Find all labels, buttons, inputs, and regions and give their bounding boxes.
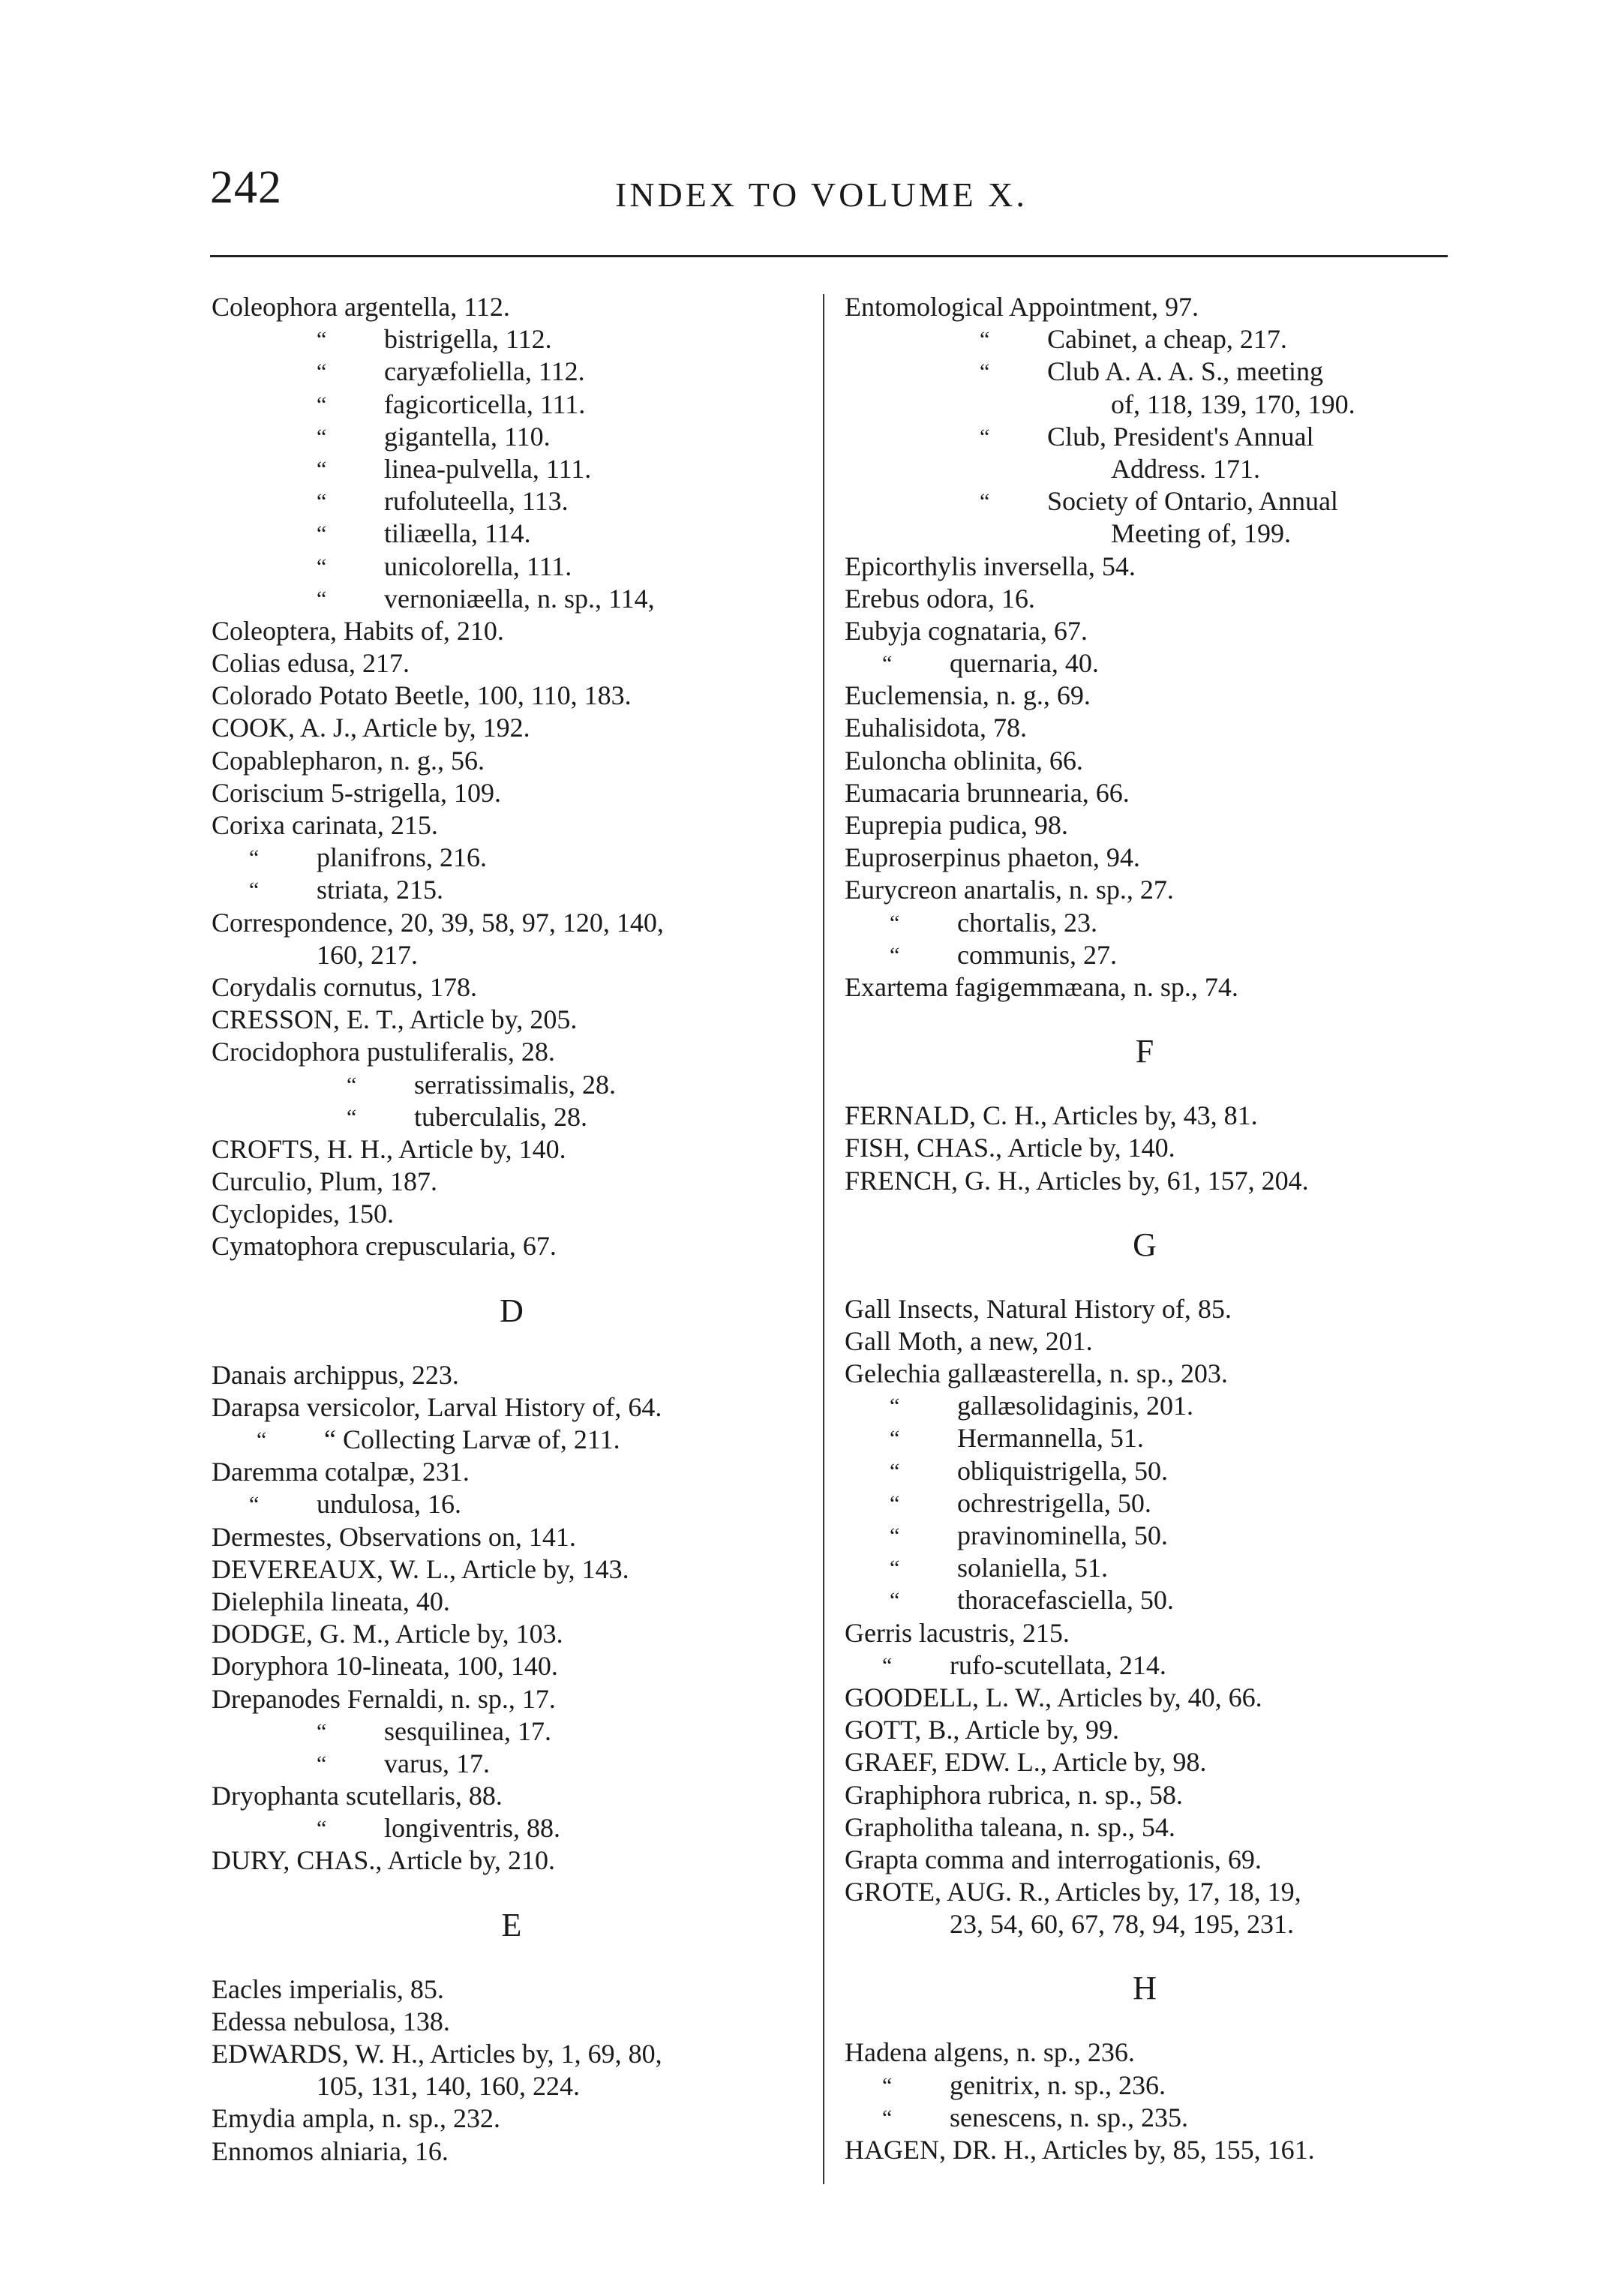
- entry-text: Hermannella, 51.: [957, 1423, 1144, 1454]
- entry-text: planifrons, 216.: [317, 842, 487, 873]
- entry-text: FERNALD, C. H., Articles by, 43, 81.: [845, 1100, 1258, 1131]
- index-entry: [212, 1780, 812, 1812]
- entry-text: Euclemensia, n. g., 69.: [845, 680, 1091, 711]
- index-entry: [212, 907, 812, 939]
- ditto-mark: “: [890, 1556, 900, 1581]
- ditto-mark: “: [317, 1718, 327, 1744]
- index-entry: [845, 1455, 1445, 1487]
- entry-text: GROTE, AUG. R., Articles by, 17, 18, 19,: [845, 1877, 1301, 1907]
- entry-text: Hadena algens, n. sp., 236.: [845, 2037, 1135, 2068]
- entry-text: linea-pulvella, 111.: [384, 453, 592, 484]
- ditto-mark: “: [317, 392, 327, 417]
- entry-text: CRESSON, E. T., Article by, 205.: [212, 1004, 578, 1035]
- index-entry: [212, 1198, 812, 1230]
- index-entry: [212, 1424, 812, 1456]
- index-entry: [845, 712, 1445, 744]
- index-entry: [212, 583, 812, 615]
- index-entry: [212, 1488, 812, 1520]
- index-entry: [845, 1165, 1445, 1197]
- index-entry: [845, 1584, 1445, 1616]
- entry-text: sesquilinea, 17.: [384, 1715, 551, 1746]
- ditto-mark: “: [249, 878, 260, 903]
- entry-text: Society of Ontario, Annual: [1047, 486, 1338, 517]
- index-entry: [212, 1004, 812, 1036]
- entry-text: DODGE, G. M., Article by, 103.: [212, 1619, 563, 1649]
- index-entry: [845, 907, 1445, 939]
- index-entry: [845, 1487, 1445, 1520]
- index-entry: [212, 1553, 812, 1586]
- running-title: INDEX TO VOLUME X.: [615, 176, 1028, 214]
- entry-text: Grapholitha taleana, n. sp., 54.: [845, 1811, 1175, 1842]
- entry-text: COOK, A. J., Article by, 192.: [212, 713, 530, 743]
- index-entry: [845, 453, 1445, 485]
- index-entry: [845, 777, 1445, 809]
- section-heading-f: F: [1135, 1033, 1154, 1070]
- entry-text: FISH, CHAS., Article by, 140.: [845, 1133, 1175, 1163]
- entry-text: Meeting of, 199.: [1111, 518, 1291, 549]
- entry-text: Erebus odora, 16.: [845, 583, 1035, 614]
- ditto-mark: “: [317, 1816, 327, 1841]
- index-entry: [212, 421, 812, 453]
- index-entry: [212, 1166, 812, 1198]
- ditto-mark: “: [890, 1426, 900, 1451]
- entry-text: Coleoptera, Habits of, 210.: [212, 615, 504, 646]
- entry-text: Eumacaria brunnearia, 66.: [845, 777, 1130, 808]
- index-entry: [212, 1973, 812, 2006]
- index-entry: [212, 1812, 812, 1844]
- entry-text: 105, 131, 140, 160, 224.: [317, 2071, 580, 2102]
- section-heading-d: D: [500, 1292, 524, 1329]
- index-entry: [845, 1520, 1445, 1552]
- entry-text: Address. 171.: [1111, 453, 1260, 484]
- index-entry: [845, 647, 1445, 680]
- index-entry: [212, 615, 812, 647]
- ditto-mark: “: [882, 2105, 893, 2130]
- entry-text: Cyclopides, 150.: [212, 1199, 394, 1229]
- index-entry: [212, 1683, 812, 1715]
- index-entry: [212, 1618, 812, 1650]
- ditto-mark: “: [980, 489, 990, 515]
- index-entry: [212, 453, 812, 485]
- index-entry: [845, 1293, 1445, 1325]
- index-entry: [212, 2102, 812, 2135]
- index-entry: [212, 2006, 812, 2038]
- index-entry: [212, 1715, 812, 1748]
- header-rule: [210, 255, 1448, 257]
- entry-text: Corydalis cornutus, 178.: [212, 971, 477, 1002]
- index-entry: [212, 1521, 812, 1553]
- entry-text: Colias edusa, 217.: [212, 648, 410, 679]
- entry-text: longiventris, 88.: [384, 1813, 560, 1844]
- entry-text: Euproserpinus phaeton, 94.: [845, 842, 1140, 873]
- entry-text: Graphiphora rubrica, n. sp., 58.: [845, 1779, 1183, 1810]
- index-entry: [845, 2102, 1445, 2134]
- index-entry: [212, 842, 812, 874]
- entry-text: quernaria, 40.: [950, 648, 1099, 679]
- entry-text: Daremma cotalpæ, 231.: [212, 1457, 470, 1487]
- index-entry: [212, 1359, 812, 1391]
- ditto-mark: “: [980, 424, 990, 449]
- section-heading-e: E: [501, 1906, 522, 1943]
- entry-text: serratissimalis, 28.: [414, 1069, 616, 1100]
- index-entry: [845, 1714, 1445, 1746]
- ditto-mark: “: [882, 2072, 893, 2098]
- ditto-mark: “: [317, 456, 327, 482]
- entry-text: rufoluteella, 113.: [384, 486, 569, 517]
- index-entry: [212, 712, 812, 744]
- index-entry: [845, 1617, 1445, 1649]
- index-entry: [845, 1779, 1445, 1811]
- ditto-mark: “: [317, 489, 327, 515]
- index-entry: [845, 680, 1445, 712]
- ditto-mark: “: [317, 554, 327, 579]
- entry-text: Cabinet, a cheap, 217.: [1047, 324, 1287, 355]
- entry-text: Eacles imperialis, 85.: [212, 1973, 444, 2004]
- ditto-mark: “: [890, 942, 900, 968]
- index-entry: [845, 421, 1445, 453]
- index-entry: [212, 389, 812, 421]
- index-entry: [845, 583, 1445, 615]
- index-entry: [845, 518, 1445, 550]
- ditto-mark: “: [347, 1104, 357, 1130]
- entry-text: Gerris lacustris, 215.: [845, 1617, 1070, 1648]
- entry-text: of, 118, 139, 170, 190.: [1111, 389, 1355, 419]
- entry-text: senescens, n. sp., 235.: [950, 2102, 1188, 2132]
- section-heading-g: G: [1133, 1226, 1157, 1263]
- ditto-mark: “: [249, 1492, 260, 1517]
- index-entry: [845, 356, 1445, 388]
- index-entry: [845, 2069, 1445, 2102]
- index-entry: [845, 1390, 1445, 1422]
- index-column-right: [845, 291, 1445, 2166]
- index-entry: [845, 939, 1445, 971]
- entry-text: Doryphora 10-lineata, 100, 140.: [212, 1651, 558, 1682]
- entry-text: Euprepia pudica, 98.: [845, 810, 1068, 840]
- entry-text: Euhalisidota, 78.: [845, 713, 1027, 743]
- index-entry: [212, 680, 812, 712]
- index-entry: [212, 485, 812, 518]
- column-divider: [823, 294, 824, 2184]
- entry-text: Coleophora argentella, 112.: [212, 292, 510, 322]
- index-entry: [212, 291, 812, 323]
- entry-text: Eurycreon anartalis, n. sp., 27.: [845, 875, 1174, 905]
- index-entry: [845, 971, 1445, 1004]
- ditto-mark: “: [890, 1458, 900, 1484]
- index-entry: [845, 1746, 1445, 1778]
- ditto-mark: “: [317, 1751, 327, 1776]
- entry-text: Epicorthylis inversella, 54.: [845, 551, 1136, 581]
- index-column-left: [212, 291, 812, 2168]
- index-entry: [212, 1101, 812, 1133]
- entry-text: Cymatophora crepuscularia, 67.: [212, 1231, 557, 1262]
- index-entry: [212, 1748, 812, 1780]
- index-entry: [212, 1844, 812, 1877]
- index-entry: [212, 809, 812, 842]
- entry-text: Darapsa versicolor, Larval History of, 64.: [212, 1391, 662, 1422]
- entry-text: obliquistrigella, 50.: [957, 1455, 1168, 1486]
- index-entry: [845, 1358, 1445, 1390]
- page-number: 242: [210, 162, 282, 213]
- index-entry: [845, 389, 1445, 421]
- index-entry: [212, 323, 812, 356]
- entry-text: caryæfoliella, 112.: [384, 356, 585, 387]
- entry-text: 160, 217.: [317, 939, 418, 970]
- entry-text: pravinominella, 50.: [957, 1520, 1168, 1550]
- ditto-mark: “: [882, 1652, 893, 1678]
- entry-text: GOODELL, L. W., Articles by, 40, 66.: [845, 1682, 1262, 1712]
- entry-text: Correspondence, 20, 39, 58, 97, 120, 140,: [212, 907, 664, 938]
- entry-text: Colorado Potato Beetle, 100, 110, 183.: [212, 680, 632, 711]
- index-entry: [212, 1133, 812, 1166]
- entry-text: Dermestes, Observations on, 141.: [212, 1521, 576, 1552]
- index-entry: [212, 1650, 812, 1682]
- entry-text: Euloncha oblinita, 66.: [845, 745, 1083, 776]
- entry-text: DEVEREAUX, W. L., Article by, 143.: [212, 1553, 629, 1584]
- entry-text: Gall Moth, a new, 201.: [845, 1325, 1093, 1356]
- index-entry: [212, 2070, 812, 2102]
- entry-text: Coriscium 5-strigella, 109.: [212, 777, 501, 808]
- index-entry: [845, 1100, 1445, 1132]
- index-entry: [845, 1811, 1445, 1844]
- entry-text: GRAEF, EDW. L., Article by, 98.: [845, 1747, 1207, 1778]
- ditto-mark: “: [317, 586, 327, 611]
- index-entry: [845, 1682, 1445, 1714]
- index-entry: [845, 1422, 1445, 1454]
- entry-text: Crocidophora pustuliferalis, 28.: [212, 1037, 555, 1067]
- entry-text: striata, 215.: [317, 875, 443, 905]
- entry-text: fagicorticella, 111.: [384, 389, 586, 419]
- entry-text: Edessa nebulosa, 138.: [212, 2006, 450, 2036]
- index-entry: [845, 291, 1445, 323]
- entry-text: tuberculalis, 28.: [414, 1101, 587, 1132]
- entry-text: ochrestrigella, 50.: [957, 1487, 1151, 1518]
- index-entry: [845, 874, 1445, 906]
- ditto-mark: “: [317, 424, 327, 449]
- entry-text: CROFTS, H. H., Article by, 140.: [212, 1133, 566, 1164]
- ditto-mark: “: [890, 1394, 900, 1419]
- section-heading-h: H: [1133, 1970, 1157, 2007]
- ditto-mark: “: [890, 1523, 900, 1548]
- ditto-mark: “: [317, 521, 327, 547]
- index-entry: [212, 1069, 812, 1101]
- index-entry: [212, 745, 812, 777]
- index-entry: [845, 551, 1445, 583]
- entry-text: Danais archippus, 223.: [212, 1359, 459, 1390]
- entry-text: Club A. A. A. S., meeting: [1047, 356, 1324, 387]
- ditto-mark: “: [257, 1427, 267, 1452]
- entry-text: tiliæella, 114.: [384, 518, 531, 549]
- entry-text: DURY, CHAS., Article by, 210.: [212, 1845, 556, 1876]
- entry-text: Gall Insects, Natural History of, 85.: [845, 1293, 1232, 1324]
- entry-text: Copablepharon, n. g., 56.: [212, 745, 485, 776]
- ditto-mark: “: [317, 359, 327, 385]
- index-entry: [212, 874, 812, 906]
- index-entry: [845, 1844, 1445, 1876]
- entry-text: gigantella, 110.: [384, 421, 551, 452]
- entry-text: EDWARDS, W. H., Articles by, 1, 69, 80,: [212, 2039, 662, 2069]
- index-entry: [212, 647, 812, 680]
- entry-text: Club, President's Annual: [1047, 421, 1314, 452]
- index-entry: [845, 2134, 1445, 2166]
- index-entry: [845, 323, 1445, 356]
- index-entry: [845, 485, 1445, 518]
- index-entry: [212, 1036, 812, 1068]
- index-entry: [845, 809, 1445, 842]
- entry-text: HAGEN, DR. H., Articles by, 85, 155, 161.: [845, 2135, 1315, 2165]
- entry-text: bistrigella, 112.: [384, 324, 552, 355]
- index-entry: [845, 842, 1445, 874]
- ditto-mark: “: [317, 327, 327, 353]
- index-entry: [845, 1908, 1445, 1940]
- ditto-mark: “: [890, 910, 900, 935]
- index-entry: [212, 777, 812, 809]
- ditto-mark: “: [347, 1072, 357, 1097]
- entry-text: varus, 17.: [384, 1748, 490, 1778]
- entry-text: Grapta comma and interrogationis, 69.: [845, 1844, 1262, 1874]
- index-entry: [212, 1586, 812, 1618]
- entry-text: Eubyja cognataria, 67.: [845, 615, 1088, 646]
- entry-text: “ Collecting Larvæ of, 211.: [324, 1424, 620, 1454]
- entry-text: gallæsolidaginis, 201.: [957, 1391, 1193, 1421]
- entry-text: solaniella, 51.: [957, 1553, 1108, 1583]
- ditto-mark: “: [890, 1490, 900, 1516]
- entry-text: Emydia ampla, n. sp., 232.: [212, 2103, 500, 2134]
- page-header: [210, 161, 1448, 229]
- entry-text: Ennomos alniaria, 16.: [212, 2135, 449, 2166]
- entry-text: 23, 54, 60, 67, 78, 94, 195, 231.: [950, 1909, 1294, 1940]
- index-entry: [212, 2038, 812, 2070]
- index-entry: [212, 971, 812, 1004]
- index-entry: [845, 1649, 1445, 1682]
- entry-text: genitrix, n. sp., 236.: [950, 2069, 1166, 2100]
- index-entry: [845, 1552, 1445, 1584]
- index-entry: [845, 1325, 1445, 1358]
- entry-text: GOTT, B., Article by, 99.: [845, 1715, 1119, 1745]
- ditto-mark: “: [980, 359, 990, 385]
- index-entry: [212, 1456, 812, 1488]
- entry-text: Curculio, Plum, 187.: [212, 1166, 438, 1197]
- entry-text: Drepanodes Fernaldi, n. sp., 17.: [212, 1683, 556, 1714]
- index-entry: [845, 1132, 1445, 1164]
- index-entry: [845, 615, 1445, 647]
- index-entry: [212, 356, 812, 388]
- entry-text: Gelechia gallæasterella, n. sp., 203.: [845, 1358, 1228, 1389]
- ditto-mark: “: [249, 845, 260, 871]
- ditto-mark: “: [890, 1588, 900, 1613]
- ditto-mark: “: [882, 651, 893, 677]
- entry-text: chortalis, 23.: [957, 907, 1097, 938]
- entry-text: FRENCH, G. H., Articles by, 61, 157, 204.: [845, 1165, 1309, 1196]
- entry-text: communis, 27.: [957, 939, 1117, 970]
- entry-text: Dielephila lineata, 40.: [212, 1586, 450, 1616]
- entry-text: Corixa carinata, 215.: [212, 810, 438, 840]
- entry-text: Dryophanta scutellaris, 88.: [212, 1781, 503, 1811]
- entry-text: vernoniæella, n. sp., 114,: [384, 583, 655, 614]
- entry-text: Entomological Appointment, 97.: [845, 292, 1199, 322]
- index-entry: [845, 1876, 1445, 1908]
- entry-text: Exartema fagigemmæana, n. sp., 74.: [845, 971, 1238, 1002]
- index-entry: [212, 518, 812, 550]
- index-entry: [212, 1391, 812, 1424]
- entry-text: undulosa, 16.: [317, 1489, 461, 1520]
- index-entry: [212, 939, 812, 971]
- entry-text: thoracefasciella, 50.: [957, 1585, 1174, 1616]
- index-entry: [845, 2036, 1445, 2069]
- entry-text: unicolorella, 111.: [384, 551, 572, 581]
- index-entry: [212, 2135, 812, 2168]
- ditto-mark: “: [980, 327, 990, 353]
- index-entry: [212, 1230, 812, 1262]
- index-entry: [845, 745, 1445, 777]
- index-entry: [212, 551, 812, 583]
- entry-text: rufo-scutellata, 214.: [950, 1649, 1166, 1680]
